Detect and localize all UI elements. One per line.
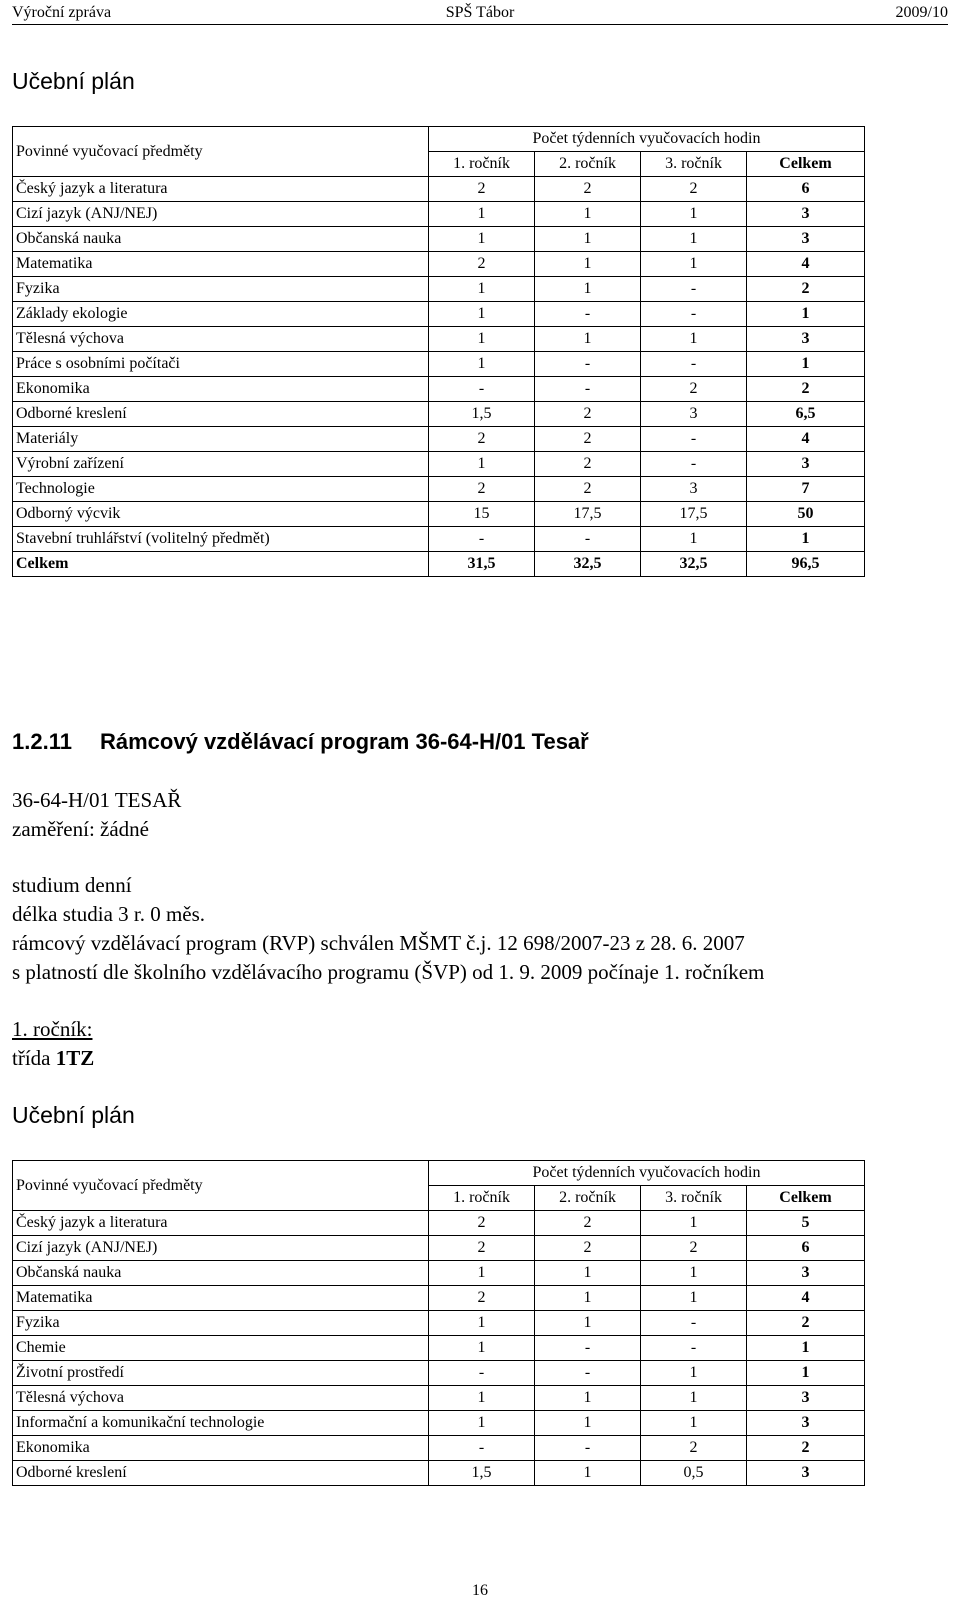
subject-name: Základy ekologie [13,302,429,327]
hours-cell: 1 [641,252,747,277]
hours-cell: 2 [535,452,641,477]
column-header: 2. ročník [535,152,641,177]
table-row [13,327,865,352]
hours-cell: 3 [641,477,747,502]
column-header: 2. ročník [535,1186,641,1211]
hours-cell: 1 [535,277,641,302]
subject-name: Občanská nauka [13,1261,429,1286]
hours-cell: 1 [429,1311,535,1336]
table-header-row [13,127,865,152]
hours-cell: 3 [641,402,747,427]
hours-cell: 1 [641,527,747,552]
hours-cell: - [535,1336,641,1361]
row-total: 1 [747,527,865,552]
hours-cell: 1 [535,227,641,252]
subject-name: Informační a komunikační technologie [13,1411,429,1436]
subject-name: Cizí jazyk (ANJ/NEJ) [13,1236,429,1261]
hours-cell: 2 [641,177,747,202]
hours-cell: 1 [641,327,747,352]
column-header: 3. ročník [641,1186,747,1211]
row-total: 4 [747,1286,865,1311]
table-row [13,1211,865,1236]
hours-cell: 1 [429,227,535,252]
hours-cell: - [641,277,747,302]
hours-cell: - [641,302,747,327]
row-total: 3 [747,1411,865,1436]
table-header-row [13,1161,865,1186]
table-row [13,1286,865,1311]
subject-name: Odborné kreslení [13,1461,429,1486]
table-row [13,252,865,277]
hours-cell: - [641,352,747,377]
hours-cell: - [429,377,535,402]
hours-cell: 1 [429,1411,535,1436]
row-total: 2 [747,277,865,302]
subject-name: Tělesná výchova [13,1386,429,1411]
row-total: 50 [747,502,865,527]
table-row [13,302,865,327]
row-total: 1 [747,1336,865,1361]
subject-name: Technologie [13,477,429,502]
hours-cell: - [641,452,747,477]
table-row [13,1386,865,1411]
table-row [13,202,865,227]
hours-cell: 1 [429,1386,535,1411]
hours-cell: 1 [429,1336,535,1361]
table-row [13,527,865,552]
hours-cell: - [641,1311,747,1336]
page-number: 16 [472,1582,488,1599]
hours-cell: 2 [429,252,535,277]
hours-cell: - [535,377,641,402]
row-total: 3 [747,452,865,477]
hours-cell: 1 [641,227,747,252]
hours-header: Počet týdenních vyučovacích hodin [429,1161,865,1186]
subject-name: Občanská nauka [13,227,429,252]
table-row [13,1361,865,1386]
subject-name: Práce s osobními počítači [13,352,429,377]
program-svp: s platností dle školního vzdělávacího programu (ŠVP) od 1. 9. 2009 počínaje 1. ročníkem [12,960,765,984]
column-header: Celkem [747,1186,865,1211]
hours-cell: - [429,527,535,552]
subject-name: Ekonomika [13,377,429,402]
column-header: 3. ročník [641,152,747,177]
row-total: 6 [747,177,865,202]
row-total: 6,5 [747,402,865,427]
hours-cell: 1,5 [429,1461,535,1486]
class-line [12,1046,94,1071]
subject-name: Stavební truhlářství (volitelný předmět) [13,527,429,552]
hours-cell: 2 [429,177,535,202]
program-number: 1.2.11 [12,729,72,754]
total-cell: 96,5 [747,552,865,577]
row-total: 3 [747,1261,865,1286]
header-center: SPŠ Tábor [445,4,515,21]
table-row [13,1436,865,1461]
class-name: 1TZ [55,1046,95,1070]
row-total: 3 [747,1461,865,1486]
row-total: 3 [747,327,865,352]
hours-cell: 1 [535,202,641,227]
hours-cell: 2 [641,377,747,402]
subject-name: Životní prostředí [13,1361,429,1386]
hours-cell: 1 [429,327,535,352]
subject-name: Matematika [13,1286,429,1311]
subject-header: Povinné vyučovací předměty [13,127,429,177]
table-row [13,1236,865,1261]
hours-cell: 2 [641,1436,747,1461]
hours-cell: 2 [429,477,535,502]
subject-name: Fyzika [13,277,429,302]
subject-name: Český jazyk a literatura [13,1211,429,1236]
table-row [13,402,865,427]
table-row [13,1336,865,1361]
row-total: 1 [747,302,865,327]
hours-cell: 2 [535,1236,641,1261]
total-label: Celkem [13,552,429,577]
hours-cell: 2 [429,1211,535,1236]
hours-cell: - [535,1436,641,1461]
row-total: 2 [747,1311,865,1336]
subject-header: Povinné vyučovací předměty [13,1161,429,1211]
hours-cell: - [641,1336,747,1361]
hours-cell: - [641,427,747,452]
hours-cell: 1,5 [429,402,535,427]
table-row [13,227,865,252]
hours-cell: 0,5 [641,1461,747,1486]
hours-cell: 1 [535,1286,641,1311]
row-total: 3 [747,1386,865,1411]
subject-name: Matematika [13,252,429,277]
row-total: 1 [747,1361,865,1386]
program-rvp: rámcový vzdělávací program (RVP) schválen MŠMT č.j. 12 698/2007-23 z 28. 6. 2007 [12,931,745,955]
hours-cell: - [429,1436,535,1461]
plan2-table [12,1160,865,1486]
header-left: Výroční zpráva [12,4,112,21]
subject-name: Výrobní zařízení [13,452,429,477]
hours-cell: 1 [429,277,535,302]
hours-cell: - [535,1361,641,1386]
subject-name: Český jazyk a literatura [13,177,429,202]
hours-cell: 2 [535,477,641,502]
table-row [13,177,865,202]
table-row [13,477,865,502]
hours-cell: 1 [641,1211,747,1236]
row-total: 6 [747,1236,865,1261]
program-heading-text: Rámcový vzdělávací program 36-64-H/01 Tesař [100,729,589,754]
hours-cell: - [535,527,641,552]
table-row [13,277,865,302]
hours-cell: 1 [429,452,535,477]
table-row [13,1461,865,1486]
hours-cell: 1 [429,302,535,327]
hours-cell: 2 [429,427,535,452]
hours-cell: - [535,352,641,377]
hours-cell: 1 [429,352,535,377]
program-focus: zaměření: žádné [12,817,149,841]
subject-name: Fyzika [13,1311,429,1336]
row-total: 3 [747,202,865,227]
hours-cell: 1 [429,202,535,227]
year-label: 1. ročník: [12,1017,93,1041]
hours-cell: 2 [429,1236,535,1261]
hours-cell: 2 [429,1286,535,1311]
subject-name: Odborné kreslení [13,402,429,427]
hours-cell: 1 [535,1411,641,1436]
hours-cell: 1 [535,1386,641,1411]
table-total-row [13,552,865,577]
hours-cell: 1 [535,327,641,352]
subject-name: Cizí jazyk (ANJ/NEJ) [13,202,429,227]
hours-cell: 2 [535,427,641,452]
hours-cell: 1 [641,1386,747,1411]
column-header: 1. ročník [429,1186,535,1211]
page-header [12,2,948,25]
plan1-title: Učební plán [12,68,135,94]
hours-cell: 1 [535,1311,641,1336]
table-row [13,1311,865,1336]
table-row [13,1411,865,1436]
row-total: 4 [747,252,865,277]
total-cell: 32,5 [535,552,641,577]
total-cell: 32,5 [641,552,747,577]
row-total: 3 [747,227,865,252]
table-row [13,502,865,527]
table-row [13,452,865,477]
row-total: 4 [747,427,865,452]
plan1-table [12,126,865,577]
row-total: 1 [747,352,865,377]
column-header: Celkem [747,152,865,177]
row-total: 2 [747,377,865,402]
subject-name: Odborný výcvik [13,502,429,527]
hours-cell: 17,5 [535,502,641,527]
hours-cell: 1 [535,1461,641,1486]
total-cell: 31,5 [429,552,535,577]
hours-cell: 2 [535,402,641,427]
plan2-title: Učební plán [12,1102,135,1128]
header-right: 2009/10 [895,4,948,21]
hours-cell: 1 [641,1361,747,1386]
program-length: délka studia 3 r. 0 měs. [12,902,206,926]
subject-name: Ekonomika [13,1436,429,1461]
hours-cell: 1 [641,202,747,227]
hours-cell: 15 [429,502,535,527]
column-header: 1. ročník [429,152,535,177]
table-row [13,352,865,377]
hours-cell: 2 [535,1211,641,1236]
program-study: studium denní [12,873,132,897]
hours-cell: 1 [641,1411,747,1436]
subject-name: Tělesná výchova [13,327,429,352]
program-heading [12,729,589,755]
hours-cell: 1 [535,252,641,277]
hours-cell: 17,5 [641,502,747,527]
hours-cell: 1 [641,1286,747,1311]
hours-cell: - [535,302,641,327]
table-row [13,377,865,402]
hours-cell: 1 [641,1261,747,1286]
hours-cell: 2 [641,1236,747,1261]
subject-name: Chemie [13,1336,429,1361]
table-row [13,1261,865,1286]
hours-header: Počet týdenních vyučovacích hodin [429,127,865,152]
program-code: 36-64-H/01 TESAŘ [12,788,182,812]
hours-cell: 1 [429,1261,535,1286]
class-prefix: třída [12,1046,56,1070]
hours-cell: 1 [535,1261,641,1286]
row-total: 2 [747,1436,865,1461]
hours-cell: 2 [535,177,641,202]
row-total: 5 [747,1211,865,1236]
table-row [13,427,865,452]
subject-name: Materiály [13,427,429,452]
row-total: 7 [747,477,865,502]
hours-cell: - [429,1361,535,1386]
